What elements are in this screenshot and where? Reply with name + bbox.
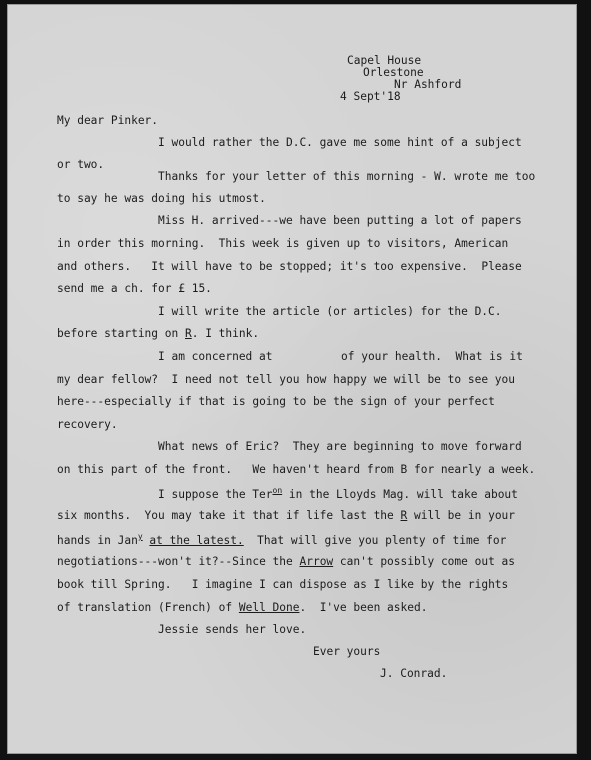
underlined-phrase: at the latest. — [149, 534, 244, 547]
salutation: My dear Pinker. — [57, 114, 159, 127]
paragraph-line — [57, 555, 515, 568]
paragraph-line: to say he was doing his utmost. — [57, 192, 266, 205]
paragraph-line: Thanks for your letter of this morning - W. wrote me too — [158, 170, 536, 183]
underlined-title: Arrow — [299, 555, 334, 568]
letter-date: 4 Sept'18 — [340, 90, 401, 103]
paragraph-line: recovery. — [57, 418, 118, 431]
paragraph-line: I would rather the D.C. gave me some hint of a subject — [158, 136, 522, 149]
paragraph-line: my dear fellow? I need not tell you how happy we will be to see you — [57, 373, 516, 386]
paragraph-line — [57, 327, 259, 340]
paragraph-line: on this part of the front. We haven't heard from B for nearly a week. — [57, 463, 536, 476]
paragraph-line: of your health. What is it — [341, 350, 523, 363]
text-run: of translation (French) of — [57, 601, 239, 614]
paragraph-line: What news of Eric? They are beginning to move forward — [158, 440, 522, 453]
paragraph-line: I am concerned at — [158, 350, 273, 363]
paragraph-line: here---especially if that is going to be the sign of your perfect — [57, 395, 495, 408]
signature: J. Conrad. — [380, 667, 448, 680]
text-run: . I think. — [191, 327, 260, 340]
paragraph-line — [57, 601, 427, 614]
text-run: can't possibly come out as — [333, 555, 516, 568]
scan-border — [577, 0, 591, 760]
letter-page — [7, 4, 577, 754]
paragraph-line: book till Spring. I imagine I can dispose as I like by the rights — [57, 578, 509, 591]
superscript: y — [137, 532, 143, 541]
underlined-title: Well Done — [238, 601, 300, 614]
paragraph-line: Miss H. arrived---we have been putting a lot of papers — [158, 214, 522, 227]
paragraph-line — [57, 532, 506, 547]
text-run: That will give you plenty of time for — [243, 534, 507, 547]
underlined-title: R — [400, 509, 408, 522]
text-run: I suppose the Ter — [158, 488, 273, 501]
text-run: . I've been asked. — [299, 601, 428, 614]
address-line: Capel House — [347, 54, 422, 67]
paragraph-line — [57, 509, 515, 522]
text-run: will be in your — [407, 509, 516, 522]
text-run: in the Lloyds Mag. will take about — [282, 488, 518, 501]
superscript: on — [272, 486, 283, 495]
text-run: six months. You may take it that if life last the — [57, 509, 401, 522]
text-run: negotiations---won't it?--Since the — [57, 555, 300, 568]
text-run: before starting on — [57, 327, 185, 340]
text-run: hands in Jan — [57, 534, 138, 547]
underlined-title: R — [184, 327, 192, 340]
address-line: Orlestone — [363, 66, 424, 79]
paragraph-line — [158, 486, 518, 501]
paragraph-line: send me a ch. for £ 15. — [57, 282, 212, 295]
closing: Ever yours — [313, 645, 381, 658]
address-line: Nr Ashford — [394, 78, 462, 91]
paragraph-line: and others. It will have to be stopped; it's too expensive. Please — [57, 260, 522, 273]
paragraph-line: in order this morning. This week is given up to visitors, American — [57, 237, 509, 250]
paragraph-line: or two. — [57, 158, 105, 171]
paragraph-line: I will write the article (or articles) for the D.C. — [158, 305, 502, 318]
paragraph-line: Jessie sends her love. — [158, 623, 307, 636]
